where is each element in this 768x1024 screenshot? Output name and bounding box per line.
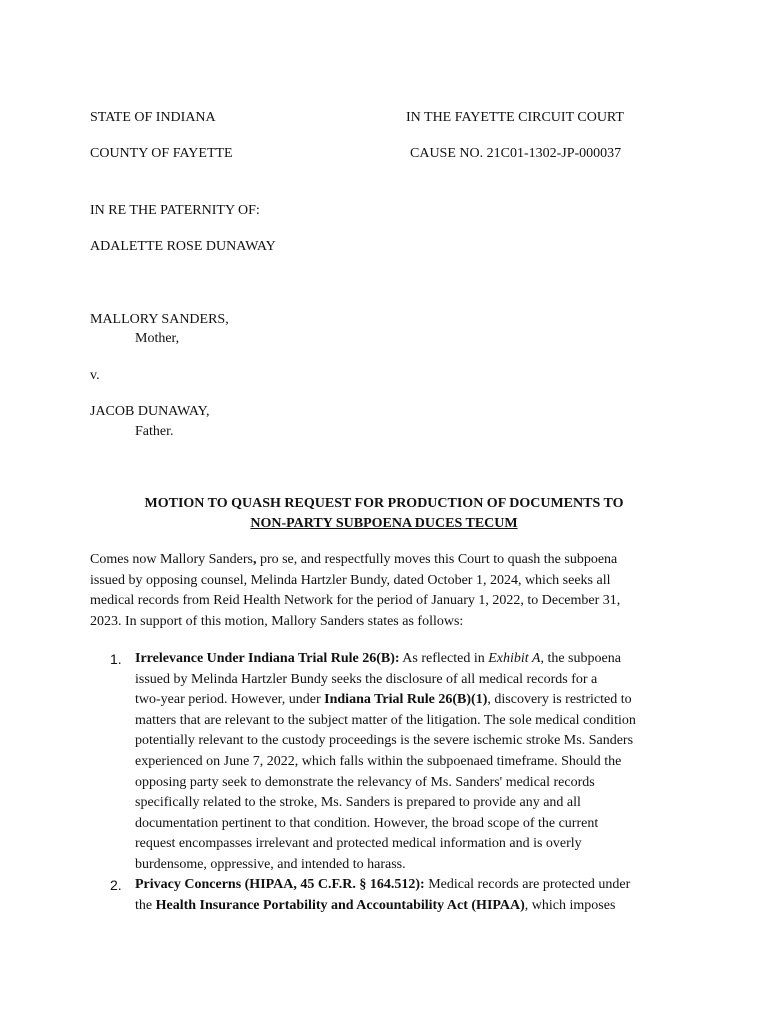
list-item-body: [135, 875, 680, 916]
motion-title-line1: MOTION TO QUASH REQUEST FOR PRODUCTION OF DOCUMENTS TO: [144, 496, 624, 511]
item-heading: Privacy Concerns (HIPAA, 45 C.F.R. § 164.512):: [135, 877, 425, 892]
respondent-name: JACOB DUNAWAY,: [90, 404, 210, 419]
list-number: 2.: [110, 877, 122, 893]
in-re-label: IN RE THE PATERNITY OF:: [90, 203, 260, 218]
list-number: 1.: [110, 651, 122, 667]
exhibit-reference: Exhibit A: [488, 651, 541, 666]
item-line: documentation pertinent to that condition. However, the broad scope of the current: [135, 815, 599, 831]
statute-reference: Health Insurance Portability and Accountability Act (HIPAA): [155, 897, 525, 913]
item-text: , the subpoena: [540, 651, 621, 666]
court-label: IN THE FAYETTE CIRCUIT COURT: [406, 110, 624, 125]
petitioner-role: Mother,: [135, 331, 180, 346]
item-text: two-year period. However, under: [135, 692, 325, 708]
rule-reference: Indiana Trial Rule 26(B)(1): [324, 692, 488, 708]
item-line: opposing party seek to demonstrate the relevancy of Ms. Sanders' medical records: [135, 774, 595, 790]
item-line: potentially relevant to the custody proceedings is the severe ischemic stroke Ms. Sanders: [135, 733, 634, 749]
intro-line: 2023. In support of this motion, Mallory Sanders states as follows:: [90, 613, 464, 629]
item-line: issued by Melinda Hartzler Bundy seeks the disclosure of all medical records for a: [135, 671, 598, 687]
item-line: experienced on June 7, 2022, which falls within the subpoenaed timeframe. Should the: [135, 753, 622, 769]
respondent-role: Father.: [135, 424, 174, 439]
list-item-body: [135, 649, 680, 876]
intro-text: pro se, and respectfully moves this Court to quash the subpoena: [256, 552, 618, 567]
intro-comma: ,: [252, 552, 257, 567]
motion-title-line2: [0, 514, 768, 534]
versus-label: v.: [90, 368, 100, 383]
item-line: request encompasses irrelevant and protected medical information and is overly: [135, 836, 582, 852]
item-text: , discovery is restricted to: [487, 692, 632, 708]
item-line: burdensome, oppressive, and intended to harass.: [135, 856, 406, 872]
cause-number: CAUSE NO. 21C01-1302-JP-000037: [410, 146, 622, 161]
intro-text: Comes now Mallory Sanders: [90, 552, 253, 567]
item-text: Medical records are protected under: [424, 877, 631, 892]
petitioner-name: MALLORY SANDERS,: [90, 312, 229, 327]
state-label: STATE OF INDIANA: [90, 110, 216, 125]
item-text: , which imposes: [524, 897, 616, 913]
intro-line: medical records from Reid Health Network for the period of January 1, 2022, to December 31,: [90, 593, 621, 609]
motion-title-underlined: NON-PARTY SUBPOENA DUCES TECUM: [250, 516, 518, 531]
item-text: the: [135, 897, 156, 913]
item-line: specifically related to the stroke, Ms. Sanders is prepared to provide any and all: [135, 795, 581, 811]
item-text: As reflected in: [399, 651, 489, 666]
intro-line: issued by opposing counsel, Melinda Hartzler Bundy, dated October 1, 2024, which seeks all: [90, 572, 611, 588]
child-name: ADALETTE ROSE DUNAWAY: [90, 239, 276, 254]
item-heading: Irrelevance Under Indiana Trial Rule 26(B):: [135, 651, 400, 666]
county-label: COUNTY OF FAYETTE: [90, 146, 233, 161]
item-line: matters that are relevant to the subject matter of the litigation. The sole medical condition: [135, 712, 636, 728]
intro-paragraph: [90, 550, 680, 632]
